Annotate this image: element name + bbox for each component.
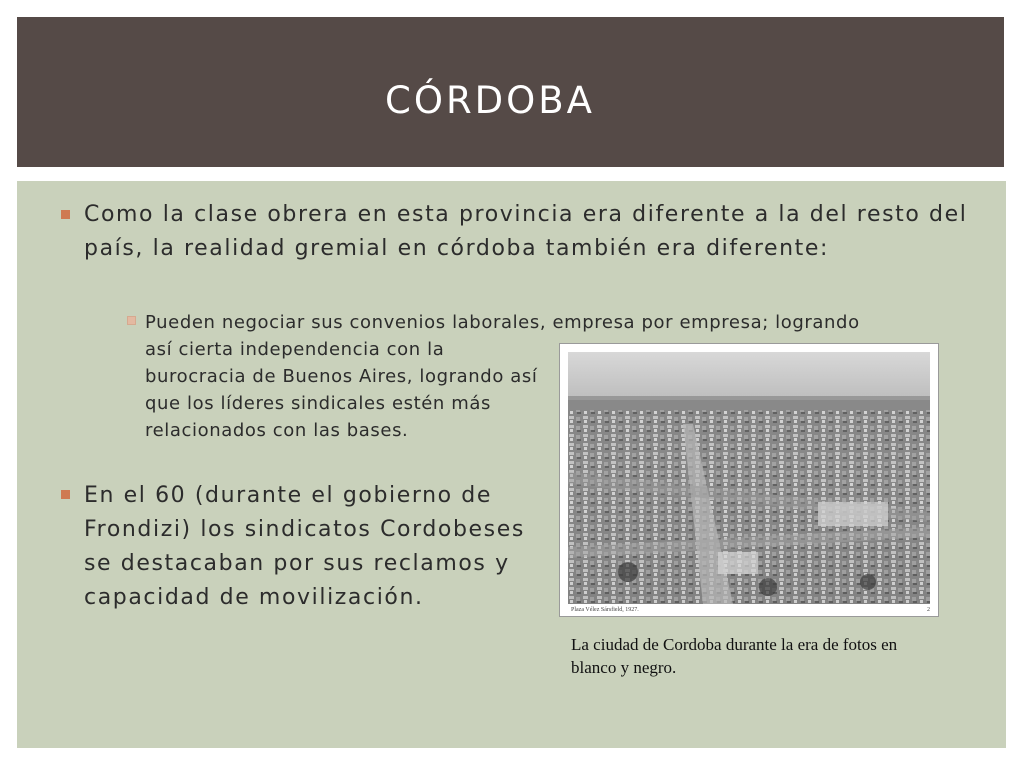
bullet-text-1: Como la clase obrera en esta provincia era diferente a la del resto del país, la realidad gremial en córdoba también era diferente:	[84, 202, 968, 261]
sub-bullet-marker-icon	[127, 316, 136, 325]
photo-page-number: 2	[927, 607, 930, 613]
photo-label: Plaza Vélez Sársfield, 1927.	[571, 607, 639, 613]
photo-caption: La ciudad de Cordoba durante la era de fotos en blanco y negro.	[571, 635, 898, 677]
bullet-marker-icon	[61, 210, 70, 219]
city-photo	[559, 343, 939, 617]
slide-title: CÓRDOBA	[385, 79, 595, 122]
bullet-marker-icon	[61, 490, 70, 499]
sub-bullet-text-line1: Pueden negociar sus convenios laborales, empresa por empresa; logrando	[145, 312, 860, 333]
city-photo-image	[568, 352, 930, 604]
sub-bullet-text-rest: así cierta independencia con la burocracia de Buenos Aires, logrando así que los líderes sindicales estén más relacionados con las bases.	[145, 339, 538, 441]
bullet-text-2: En el 60 (durante el gobierno de Frondizi) los sindicatos Cordobeses se destacaban por sus reclamos y capacidad de movilización.	[84, 483, 525, 610]
